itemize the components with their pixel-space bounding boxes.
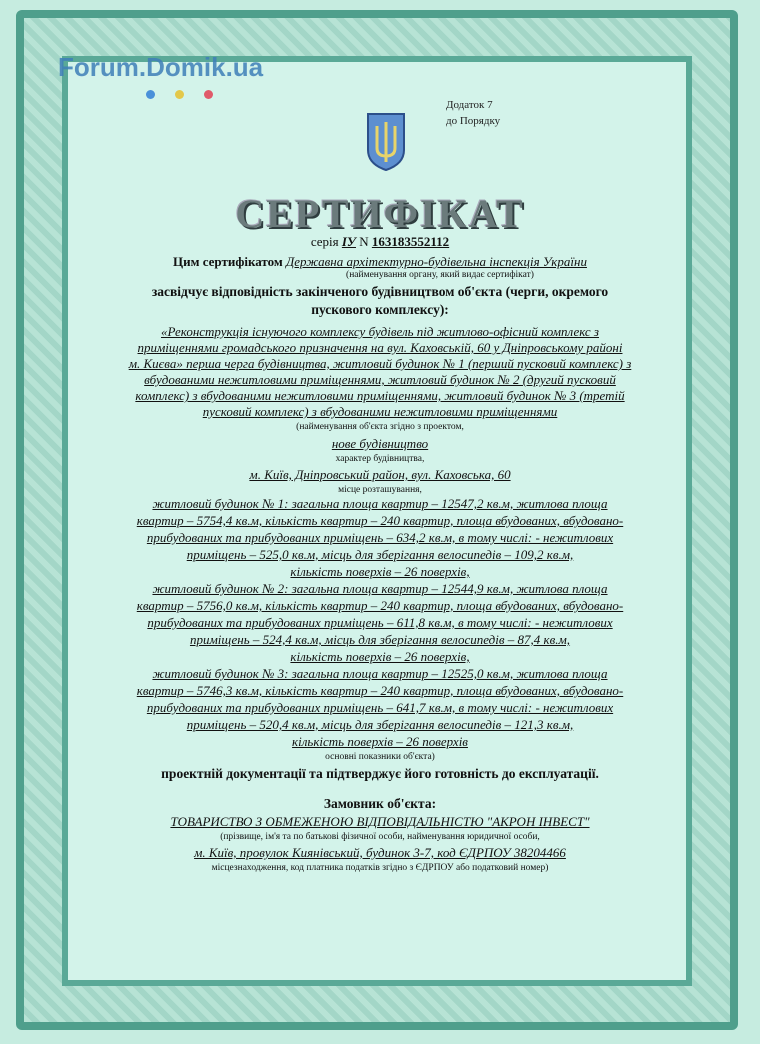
indicator-line: кількість поверхів – 26 поверхів,	[290, 564, 470, 579]
indicator-line: прибудованих та прибудованих приміщень – 634,2 кв.м, в тому числі: - нежитлових	[146, 530, 614, 545]
object-line: «Реконструкція існуючого комплексу будівель під житлово-офісний комплекс з	[161, 324, 599, 339]
indicator-line: кількість поверхів – 26 поверхів,	[290, 649, 470, 664]
indicator-line: кількість поверхів – 26 поверхів	[292, 734, 468, 749]
conformity-statement: проектній документації та підтверджує його готовність до експлуатації.	[161, 766, 599, 781]
customer-caption: (прізвище, ім'я та по батькові фізичної особи, найменування юридичної особи,	[220, 832, 540, 842]
indicator-line: квартир – 5756,0 кв.м, кількість квартир – 240 квартир, площа вбудованих, вбудовано-	[136, 598, 624, 613]
certifies-line-2: пускового комплексу):	[311, 302, 449, 317]
yellow-dot-icon	[175, 90, 184, 99]
certificate-title: СЕРТИФІКАТ	[235, 191, 525, 236]
indicator-line: житловий будинок № 3: загальна площа квартир – 12525,0 кв.м, житлова площа	[152, 666, 608, 681]
red-dot-icon	[204, 90, 213, 99]
series-code: ІУ	[341, 234, 356, 249]
certificate-number: 163183552112	[371, 234, 450, 249]
annex-line-1: Додаток 7	[446, 99, 493, 111]
object-line: комплекс) з вбудованими нежитловими приміщеннями, житловий будинок № 3 (третій	[135, 388, 625, 403]
trident-icon	[364, 112, 408, 172]
annex-note	[446, 97, 500, 129]
indicator-line: квартир – 5754,4 кв.м, кількість квартир – 240 квартир, площа вбудованих, вбудовано-	[136, 513, 624, 528]
watermark: Forum.Domik.ua	[58, 52, 264, 82]
construction-caption: характер будівництва,	[335, 454, 425, 464]
location-value: м. Київ, Дніпровський район, вул. Каховська, 60	[249, 467, 511, 482]
annex-line-2: до Порядку	[446, 115, 501, 127]
indicator-line: квартир – 5746,3 кв.м, кількість квартир – 240 квартир, площа вбудованих, вбудовано-	[136, 683, 624, 698]
location-caption: місце розташування,	[338, 485, 422, 495]
indicator-line: житловий будинок № 1: загальна площа квартир – 12547,2 кв.м, житлова площа	[152, 496, 608, 511]
customer-name: ТОВАРИСТВО З ОБМЕЖЕНОЮ ВІДПОВІДАЛЬНІСТЮ "АКРОН ІНВЕСТ"	[170, 814, 590, 829]
issuer-line: Цим сертифікатом Державна архітектурно-будівельна інспекція України	[173, 254, 587, 269]
series-line: серія ІУ N 163183552112	[310, 234, 450, 249]
construction-type: нове будівництво	[331, 436, 429, 451]
customer-heading: Замовник об'єкта:	[323, 796, 437, 811]
object-caption: (найменування об'єкта згідно з проектом,	[296, 422, 464, 432]
object-line: приміщеннями громадського призначення на вул. Каховській, 60 у Дніпровському районі	[137, 340, 623, 355]
indicator-line: приміщень – 525,0 кв.м, місць для зберігання велосипедів – 109,2 кв.м,	[186, 547, 574, 562]
indicators-caption: основні показники об'єкта)	[325, 752, 435, 762]
object-line: м. Києва» перша черга будівництва, житловий будинок № 1 (перший пусковий комплекс) з	[128, 356, 632, 371]
watermark-dots	[146, 90, 213, 99]
issuer-name: Державна архітектурно-будівельна інспекція України	[286, 254, 587, 269]
indicator-line: прибудованих та прибудованих приміщень – 611,8 кв.м, в тому числі: - нежитлових	[147, 615, 613, 630]
indicator-line: житловий будинок № 2: загальна площа квартир – 12544,9 кв.м, житлова площа	[152, 581, 608, 596]
object-line: вбудованими нежитловими приміщеннями, житловий будинок № 2 (другий пусковий	[144, 372, 616, 387]
issuer-caption: (найменування органу, який видає сертифікат)	[346, 270, 534, 280]
customer-address-caption: місцезнаходження, код платника податків згідно з ЄДРПОУ або податковий номер)	[211, 863, 549, 873]
certifies-line-1: засвідчує відповідність закінченого будівництвом об'єкта (черги, окремого	[151, 284, 609, 299]
indicator-line: приміщень – 524,4 кв.м, місць для зберігання велосипедів – 87,4 кв.м,	[189, 632, 571, 647]
indicator-line: прибудованих та прибудованих приміщень – 641,7 кв.м, в тому числі: - нежитлових	[146, 700, 614, 715]
object-line: пусковий комплекс) з вбудованими нежитловими приміщеннями	[202, 404, 558, 419]
indicator-line: приміщень – 520,4 кв.м, місць для зберігання велосипедів – 121,3 кв.м,	[186, 717, 574, 732]
customer-address: м. Київ, провулок Киянівський, будинок 3-7, код ЄДРПОУ 38204466	[194, 845, 566, 860]
blue-dot-icon	[146, 90, 155, 99]
